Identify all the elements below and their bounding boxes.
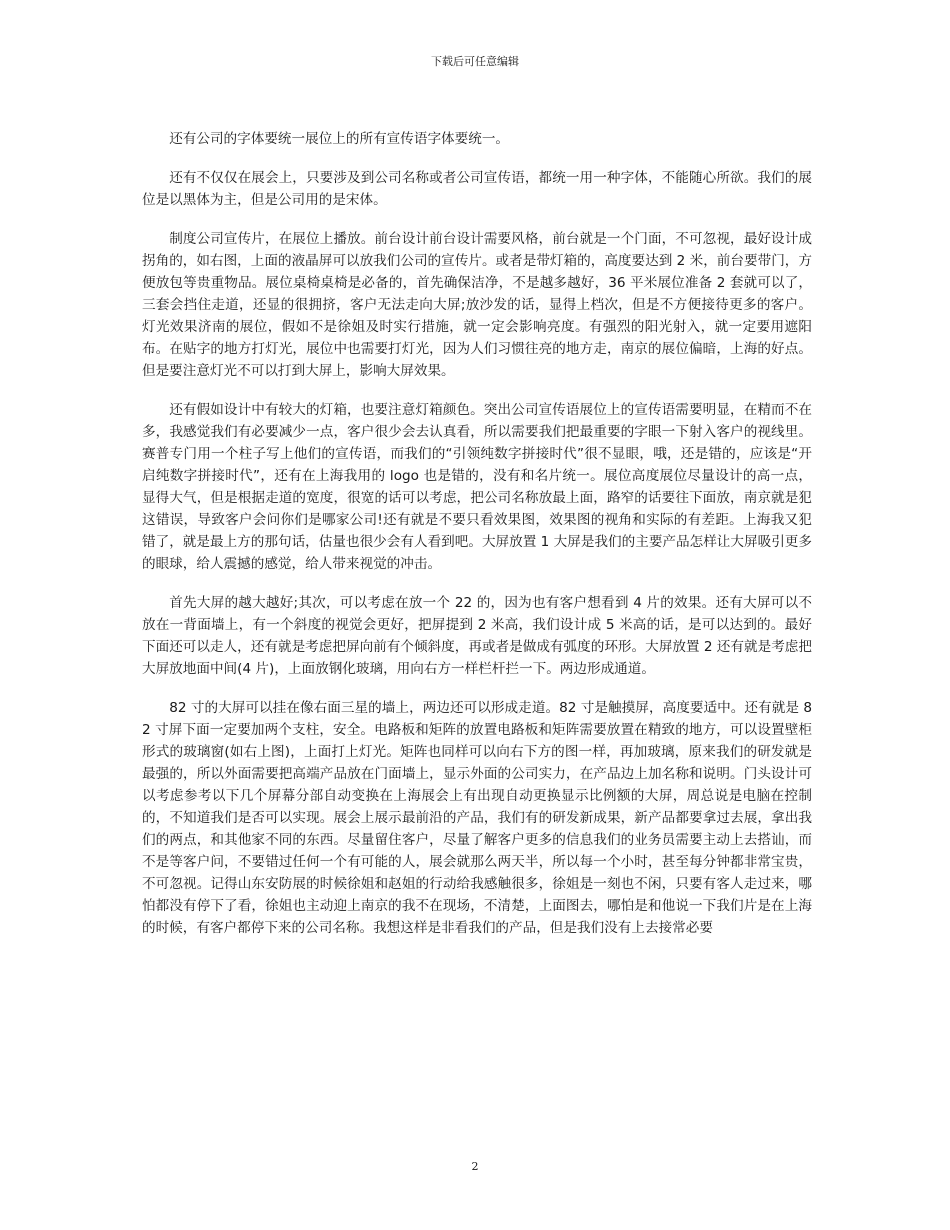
paragraph: 还有假如设计中有较大的灯箱，也要注意灯箱颜色。突出公司宣传语展位上的宣传语需要明显，在精而不在多，我感觉我们有必要减少一点，客户很少会去认真看，所以需要我们把最重要的字眼一下射入客户的视线里。赛普专门用一个柱子写上他们的宣传语，而我们的“引领纯数字拼接时代”很不显眼，哦，还是错的，应该是“开启纯数字拼接时代”，还有在上海我用的 logo 也是错的，没有和名片统一。展位高度展位尽量设计的高一点，显得大气，但是根据走道的宽度，很宽的话可以考虑，把公司名称放最上面，路窄的话要往下面放，南京就是犯这错误，导致客户会问你们是哪家公司!还有就是不要只看效果图，效果图的视角和实际的有差距。上海我又犯错了，就是最上方的那句话，估量也很少会有人看到吧。大屏放置 1 大屏是我们的主要产品怎样让大屏吸引更多的眼球，给人震撼的感觉，给人带来视觉的冲击。: [142, 402, 812, 572]
paragraph: 82 寸的大屏可以挂在像右面三星的墙上，两边还可以形成走道。82 寸是触摸屏，高度要适中。还有就是 82 寸屏下面一定要加两个支柱，安全。电路板和矩阵的放置电路板和矩阵需要放置在精致的地方，可以设置壁柜形式的玻璃窗(如右上图)，上面打上灯光。矩阵也同样可以向右下方的图一样，再加玻璃，原来我们的研发就是最强的，所以外面需要把高端产品放在门面墙上，显示外面的公司实力，在产品边上加名称和说明。门头设计可以考虑参考以下几个屏幕分部自动变换在上海展会上有出现自动更换显示比例额的大屏，周总说是电脑在控制的，不知道我们是否可以实现。展会上展示最前沿的产品，我们有的研发新成果，新产品都要拿过去展，拿出我们的两点，和其他家不同的东西。尽量留住客户，尽量了解客户更多的信息我们的业务员需要主动上去搭讪，而不是等客户问，不要错过任何一个有可能的人，展会就那么两天半，所以每一个小时，甚至每分钟都非常宝贵，不可忽视。记得山东安防展的时候徐姐和赵姐的行动给我感触很多，徐姐是一刻也不闲，只要有客人走过来，哪怕都没有停下了看，徐姐也主动迎上南京的我不在现场，不清楚，上面图去，哪怕是和他说一下我们片是在上海的时候，有客户都停下来的公司名称。我想这样是非看我们的产品，但是我们没有上去接常必要: [142, 700, 812, 936]
paragraph: 首先大屏的越大越好;其次，可以考虑在放一个 22 的，因为也有客户想看到 4 片的效果。还有大屏可以不放在一背面墙上，有一个斜度的视觉会更好，把屏提到 2 米高，我们设计成 5 米高的话，是可以达到的。最好下面还可以走人，还有就是考虑把屏向前有个倾斜度，再或者是做成有弧度的环形。大屏放置 2 还有就是考虑把大屏放地面中间(4 片)，上面放钢化玻璃，用向右方一样栏杆拦一下。两边形成通道。: [142, 595, 812, 677]
paragraph: 还有公司的字体要统一展位上的所有宣传语字体要统一。: [169, 131, 510, 147]
document-body: [142, 128, 812, 956]
page-number: 2: [471, 1160, 479, 1173]
page-header: 下载后可任意编辑: [431, 55, 519, 68]
paragraph: 制度公司宣传片，在展位上播放。前台设计前台设计需要风格，前台就是一个门面，不可忽视，最好设计成拐角的，如右图，上面的液晶屏可以放我们公司的宣传片。或者是带灯箱的，高度要达到 2 米，前台要带门，方便放包等贵重物品。展位桌椅桌椅是必备的，首先确保洁净，不是越多越好，36 平米展位准备 2 套就可以了，三套会挡住走道，还显的很拥挤，客户无法走向大屏;放沙发的话，显得上档次，但是不方便接待更多的客户。灯光效果济南的展位，假如不是徐姐及时实行措施，就一定会影响亮度。有强烈的阳光射入，就一定要用遮阳布。在贴字的地方打灯光，展位中也需要打灯光，因为人们习惯往亮的地方走，南京的展位偏暗，上海的好点。但是要注意灯光不可以打到大屏上，影响大屏效果。: [142, 231, 812, 379]
paragraph: 还有不仅仅在展会上，只要涉及到公司名称或者公司宣传语，都统一用一种字体，不能随心所欲。我们的展位是以黑体为主，但是公司用的是宋体。: [142, 170, 812, 208]
